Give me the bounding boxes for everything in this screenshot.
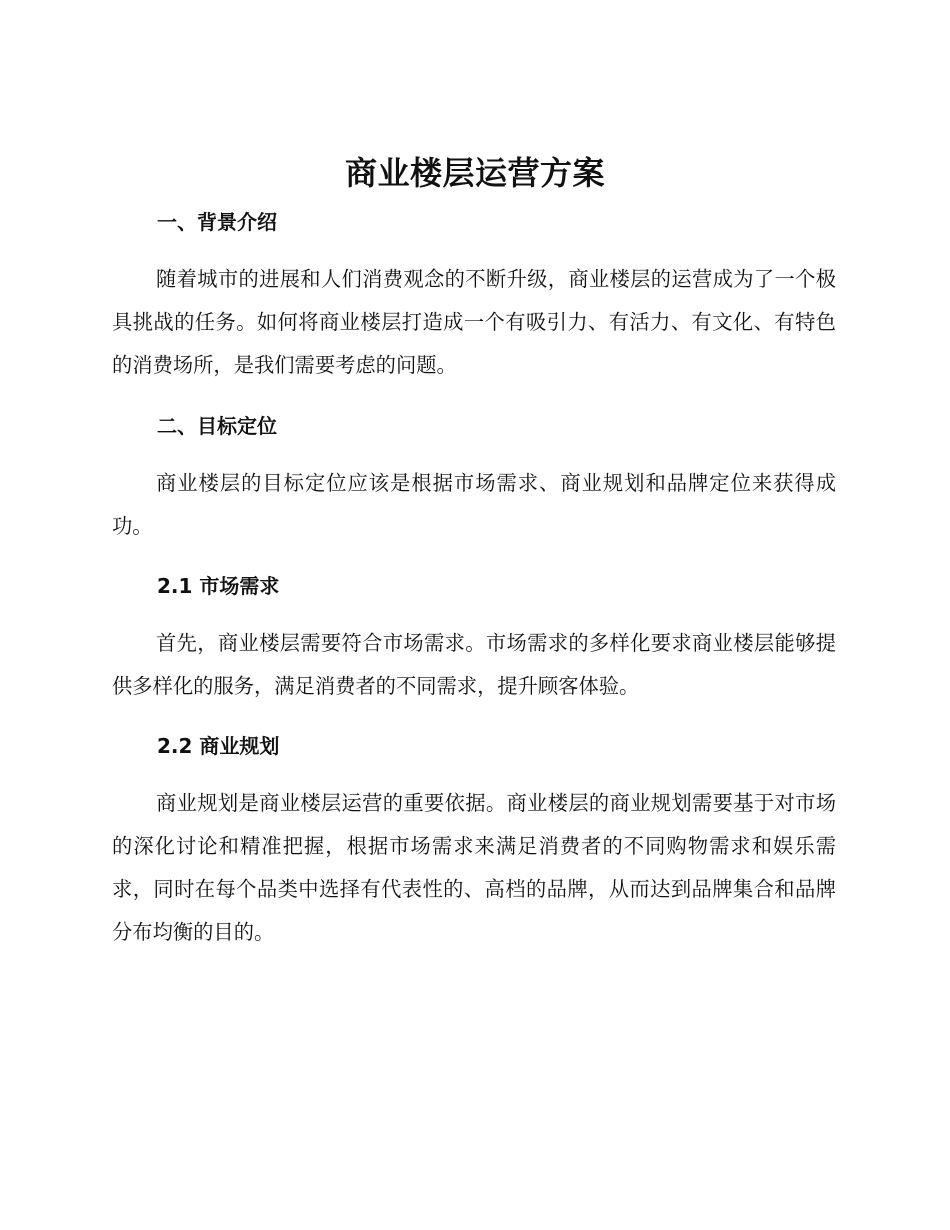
section-heading-market-demand: 2.1 市场需求: [157, 574, 280, 598]
section-paragraph-target-positioning: 商业楼层的目标定位应该是根据市场需求、商业规划和品牌定位来获得成功。: [112, 471, 836, 538]
document-title: 商业楼层运营方案: [344, 154, 605, 192]
section-heading-business-planning: 2.2 商业规划: [157, 734, 280, 758]
section-paragraph-market-demand: 首先，商业楼层需要符合市场需求。市场需求的多样化要求商业楼层能够提供多样化的服务，满足消费者的不同需求，提升顾客体验。: [112, 631, 836, 698]
section-paragraph-background: 随着城市的进展和人们消费观念的不断升级，商业楼层的运营成为了一个极具挑战的任务。如何将商业楼层打造成一个有吸引力、有活力、有文化、有特色的消费场所，是我们需要考虑的问题。: [112, 267, 836, 377]
section-heading-background: 一、背景介绍: [157, 210, 277, 234]
section-paragraph-business-planning: 商业规划是商业楼层运营的重要依据。商业楼层的商业规划需要基于对市场的深化讨论和精准把握，根据市场需求来满足消费者的不同购物需求和娱乐需求，同时在每个品类中选择有代表性的、高档的品牌，从而达到品牌集合和品牌分布均衡的目的。: [112, 791, 836, 944]
section-heading-target-positioning: 二、目标定位: [157, 414, 277, 438]
